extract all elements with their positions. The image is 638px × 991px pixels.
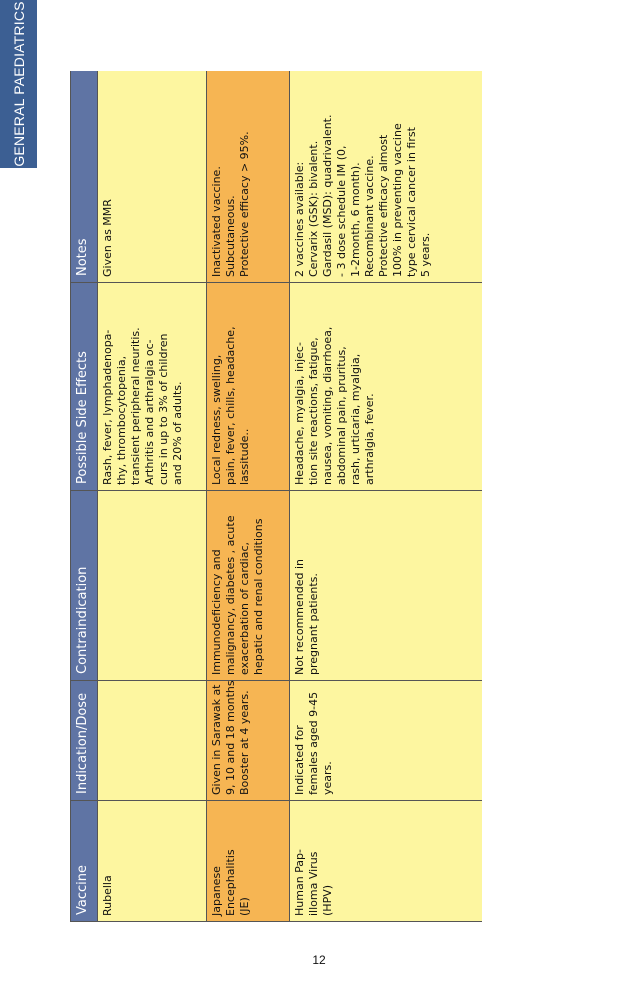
cell-notes <box>98 71 207 283</box>
cell-line: (JE) <box>237 897 251 916</box>
cell-line: Booster at 4 years. <box>237 690 251 795</box>
cell-line: (HPV) <box>320 884 334 916</box>
header-side-effects: Possible Side Effects <box>71 283 98 491</box>
cell-line: Inactivated vaccine. <box>210 166 223 277</box>
vaccine-table-container <box>70 71 482 922</box>
cell-line: lassitude.. <box>237 428 251 485</box>
cell-line: Rubella <box>101 875 114 916</box>
cell-line: Encephalitis <box>223 849 237 916</box>
cell-line: 1-2month, 6 month). <box>348 162 362 277</box>
cell-line: Given in Sarawak at <box>210 684 223 795</box>
cell-line: Not recommended in <box>293 558 306 675</box>
header-indication: Indication/Dose <box>71 681 98 801</box>
page-number: 12 <box>312 953 326 967</box>
header-notes: Notes <box>71 71 98 283</box>
cell-indication <box>290 681 483 801</box>
cell-line: thy, thrombocytopenia, <box>114 355 128 485</box>
rotated-table <box>70 71 482 922</box>
cell-line: abdominal pain, pruritus, <box>334 346 348 485</box>
header-contraindication: Contraindication <box>71 491 98 681</box>
header-vaccine: Vaccine <box>71 801 98 922</box>
section-tab <box>0 0 37 168</box>
cell-line: pregnant patients. <box>306 573 320 675</box>
cell-line: rash, urticaria, myalgia, <box>348 353 362 485</box>
cell-line: tion site reactions, fatigue, <box>306 337 320 485</box>
cell-line: curs in up to 3% of children <box>156 333 170 485</box>
cell-line: Indicated for <box>293 725 306 795</box>
cell-side-effects <box>207 283 290 491</box>
table-row <box>207 71 290 922</box>
cell-line: exacerbation of cardiac, <box>237 542 251 675</box>
cell-vaccine <box>207 801 290 922</box>
cell-line: hepatic and renal conditions <box>251 518 265 675</box>
cell-line: Cervarix (GSK): bivalent. <box>306 140 320 277</box>
cell-side-effects <box>98 283 207 491</box>
cell-line: 5 years. <box>418 232 432 277</box>
cell-line: Gardasil (MSD): quadrivalent. <box>320 114 334 277</box>
cell-line: females aged 9-45 <box>306 691 320 795</box>
cell-line: Rash, fever, lymphadenopa- <box>101 329 114 485</box>
cell-line: Protective efficacy > 95%. <box>237 131 251 277</box>
cell-contraindication <box>290 491 483 681</box>
cell-line: pain, fever, chills, headache, <box>223 326 237 485</box>
cell-line: illoma Virus <box>306 851 320 916</box>
cell-line: Japanese <box>210 866 223 916</box>
cell-line: Immunodeficiency and <box>210 549 223 675</box>
table-row <box>98 71 207 922</box>
cell-line: Headache, myalgia, injec- <box>293 342 306 485</box>
cell-notes <box>290 71 483 283</box>
cell-line: Recombinant vaccine. <box>362 155 376 277</box>
cell-line: malignancy, diabetes , acute <box>223 515 237 675</box>
cell-line: arthralgia, fever. <box>362 393 376 485</box>
cell-line: and 20% of adults. <box>170 381 184 485</box>
cell-line: Human Pap- <box>293 849 306 916</box>
cell-line: type cervical cancer in first <box>404 127 418 277</box>
cell-line: Given as MMR <box>101 199 114 277</box>
cell-vaccine <box>290 801 483 922</box>
cell-line: Arthritis and arthralgia oc- <box>142 339 156 485</box>
cell-contraindication <box>98 491 207 681</box>
cell-line: Subcutaneous. <box>223 195 237 277</box>
cell-notes <box>207 71 290 283</box>
cell-line: 9, 10 and 18 months <box>223 680 237 795</box>
section-tab-label: GENERAL PAEDIATRICS <box>10 1 27 167</box>
cell-line: Protective efficacy almost <box>376 134 390 277</box>
table-row <box>290 71 483 922</box>
cell-line: 100% in preventing vaccine <box>390 123 404 277</box>
cell-line: nausea, vomiting, diarrhoea, <box>320 326 334 485</box>
cell-vaccine <box>98 801 207 922</box>
cell-indication <box>207 681 290 801</box>
cell-line: transient peripheral neuritis. <box>128 327 142 485</box>
cell-side-effects <box>290 283 483 491</box>
cell-line: Local redness, swelling, <box>210 354 223 485</box>
cell-indication <box>98 681 207 801</box>
cell-contraindication <box>207 491 290 681</box>
cell-line: 2 vaccines available: <box>293 161 306 277</box>
vaccine-table <box>70 71 482 922</box>
cell-line: - 3 dose schedule IM (0, <box>334 145 348 277</box>
cell-line: years. <box>320 761 334 795</box>
table-header-row <box>71 71 98 922</box>
